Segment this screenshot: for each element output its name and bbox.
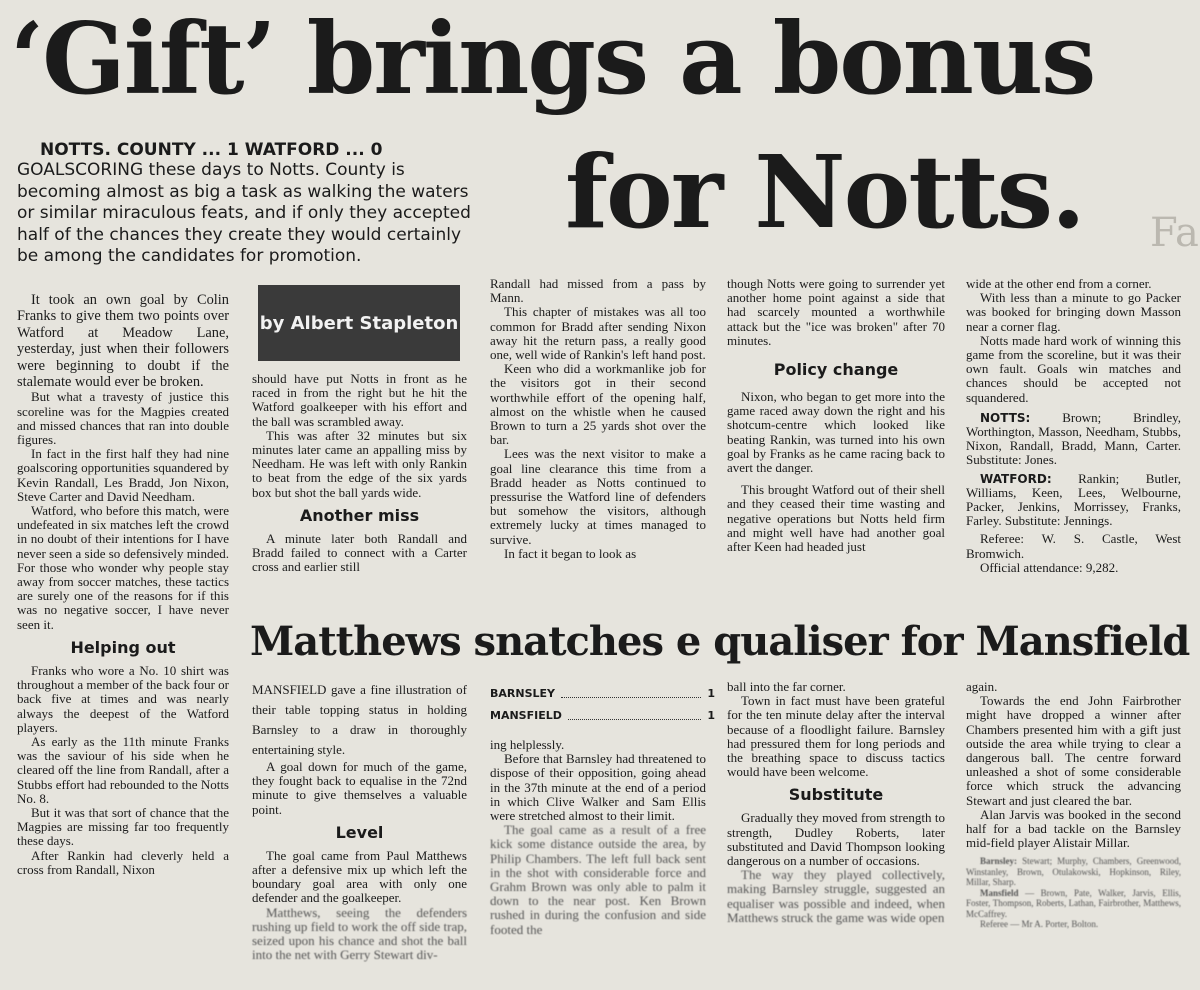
paragraph: ing helplessly. xyxy=(490,737,565,752)
paragraph: This chapter of mistakes was all too common for Bradd after sending Nixon away hit the return pass, a really good one, well wide of Rankin's left hand post. xyxy=(490,304,706,363)
result-row xyxy=(490,704,715,726)
paragraph: This was after 32 minutes but six minutes later came an appalling miss by Needham. He was left with only Rankin to beat from the edge of the six yards box but shot the ball yards wide. xyxy=(252,427,467,500)
paragraph: In fact in the first half they had nine goalscoring opportunities squandered by Kevin Randall, Les Bradd, Jon Nixon, Steve Carter and David Needham. xyxy=(17,446,229,504)
team-label: Barnsley: xyxy=(980,856,1017,867)
team-name: MANSFIELD xyxy=(490,708,562,722)
paragraph: Town in fact must have been grateful for the ten minute delay after the interval because of a floodlight failure. Barnsley had pressured them for long periods and the breathing space to discuss tactics would have been welcome. xyxy=(727,693,945,780)
paragraph: Watford, who before this match, were undefeated in six matches left the crowd in no doubt of their intentions for I have never seen a side so defensively minded. For those who wonder why people stay away from soccer matches, these tactics are surely one of the reasons for if this was no negative soccer, I have never seen it. xyxy=(17,503,229,632)
main-headline: ‘Gift’ brings a bonus xyxy=(10,2,1095,117)
intro-lead: GOALSCORING xyxy=(17,160,144,180)
paragraph: again. xyxy=(966,679,998,694)
paragraph: The goal came from Paul Matthews after a defensive mix up which left the boundary goal area with only one defender and the goalkeeper. xyxy=(252,847,467,906)
paragraph: Alan Jarvis was booked in the second half for a bad tackle on the Barnsley mid-field player Alistair Millar. xyxy=(966,806,1181,851)
paragraph: Lees was the next visitor to make a goal line clearance this time from a Bradd header as Notts continued to pressurise the Watford line of defenders but somehow the visitors, although extremely lucky at times managed to survive. xyxy=(490,446,706,547)
paragraph: Towards the end John Fairbrother might have dropped a winner after Chambers presented him with a gift just outside the area while trying to clear a dangerous ball. The centre forward unleashed a shot of some considerable force which struck the advancing Stewart and just cleared the bar. xyxy=(966,693,1181,808)
article2-column2 xyxy=(490,738,706,937)
team-players: — Brown, Pate, Walker, Jarvis, Ellis, Foster, Thompson, Roberts, Lathan, Fairbrother, Matthews, McCaffrey. xyxy=(966,887,1181,919)
article1-column3 xyxy=(490,277,706,561)
byline-box: by Albert Stapleton xyxy=(258,285,460,361)
paragraph: In fact it began to look as xyxy=(504,545,637,561)
paragraph: This brought Watford out of their shell and they ceased their time wasting and negative operations but Notts held firm and might well have had another goal after Keen had headed just xyxy=(727,482,945,555)
paragraph: As early as the 11th minute Franks was the saviour of his side when he cleared off the line from Randall, after a Stubbs effort had rebounded to the Notts No. 8. xyxy=(17,733,229,806)
leader-dots xyxy=(561,689,701,698)
result-row xyxy=(490,682,715,704)
match-score: NOTTS. COUNTY ... 1 WATFORD ... 0 xyxy=(40,140,383,160)
team-lineup xyxy=(966,472,1181,529)
bleed-through-text: Fa xyxy=(1150,210,1199,256)
paragraph: But what a travesty of justice this scoreline was for the Magpies created and missed chances that ran into double figures. xyxy=(17,389,229,448)
referee: Referee: W. S. Castle, West Bromwich. xyxy=(966,531,1181,561)
paragraph: The way they played collectively, making Barnsley struggle, suggested an equaliser was possible and indeed, when Matthews struck the game was wide open xyxy=(727,867,945,925)
secondary-headline: Matthews snatches e qualiser for Mansfield xyxy=(250,618,1190,665)
article2-column3 xyxy=(727,680,945,925)
paragraph: Matthews, seeing the defenders rushing up field to work the off side trap, seized upon his chance and shot the ball into the net with Gerry Stewart div- xyxy=(252,904,467,963)
subhead-policy-change: Policy change xyxy=(773,360,899,380)
subhead-level: Level xyxy=(335,822,384,842)
subhead-helping-out: Helping out xyxy=(70,637,176,657)
team-lineup xyxy=(966,856,1181,888)
team-players: Stewart; Murphy, Chambers, Greenwood, Winstanley, Brown, Otulakowski, Hopkinson, Riley, Millar, Sharp. xyxy=(966,856,1181,888)
paragraph: Nixon, who began to get more into the game raced away down the right and his shotcum-centre which looked like beating Rankin, was turned into his own goal by Franks as he came racing back to avert the danger. xyxy=(727,389,945,476)
article1-column5 xyxy=(966,277,1181,575)
intro-text: these days to Notts. County is becoming almost as big a task as walking the waters or similar miraculous feats, and if only they accepted half of the chances they create they would certainly be among the candidates for promotion. xyxy=(17,160,471,266)
referee-name: — Mr A. Porter, Bolton. xyxy=(1007,919,1099,930)
paragraph: After Rankin had cleverly held a cross from Randall, Nixon xyxy=(17,847,229,877)
paragraph: ball into the far corner. xyxy=(727,679,846,694)
paragraph: MANSFIELD gave a fine illustration of their table topping status in holding Barnsley to a draw in thoroughly entertaining style. xyxy=(252,682,467,757)
paragraph: With less than a minute to go Packer was booked for bringing down Masson near a corner flag. xyxy=(966,290,1181,334)
paragraph: A goal down for much of the game, they fought back to equalise in the 72nd minute to give themselves a valuable point. xyxy=(252,759,467,817)
intro-paragraph xyxy=(17,160,472,268)
paragraph: Gradually they moved from strength to strength, Dudley Roberts, later substituted and David Thompson looking dangerous on a number of occasions. xyxy=(727,810,945,869)
results-table xyxy=(490,682,715,726)
paragraph: should have put Notts in front as he raced in from the right but he hit the Watford goalkeeper with his effort and the ball was scrambled away. xyxy=(252,371,467,429)
paragraph: Notts made hard work of winning this game from the scoreline, but it was their own fault. Goals win matches and chances should be accepted not squandered. xyxy=(966,332,1181,405)
paragraph: It took an own goal by Colin Franks to give them two points over Watford at Meadow Lane, yesterday, just when their followers were beginning to doubt if the stalemate would ever be broken. xyxy=(17,292,229,391)
team-name: BARNSLEY xyxy=(490,686,555,700)
paragraph: But it was that sort of chance that the Magpies are missing far too frequently these days. xyxy=(17,804,229,849)
team-label: NOTTS: xyxy=(980,410,1031,425)
article2-column4 xyxy=(966,680,1181,930)
team-lineups-small xyxy=(966,856,1181,930)
team-lineup xyxy=(966,888,1181,920)
paragraph: Randall had missed from a pass by Mann. xyxy=(490,276,706,306)
paragraph: though Notts were going to surrender yet another home point against a side that had scarcely mounted a worthwhile attack but the "ice was broken" after 70 minutes. xyxy=(727,276,945,348)
attendance: Official attendance: 9,282. xyxy=(980,559,1119,575)
paragraph: Franks who wore a No. 10 shirt was throughout a member of the back four or back five at times and was nearly always the deepest of the Watford players. xyxy=(17,662,229,735)
paragraph: A minute later both Randall and Bradd failed to connect with a Carter cross and earlier still xyxy=(252,530,467,575)
article1-column2 xyxy=(252,372,467,574)
team-players: Brown; Brindley, Worthington, Masson, Needham, Stubbs, Nixon, Randall, Bradd, Mann, Carter. Substitute: Jones. xyxy=(966,409,1181,468)
referee xyxy=(966,919,1181,930)
referee-label: Referee xyxy=(980,919,1008,930)
team-score: 1 xyxy=(707,686,715,700)
paragraph: Keen who did a workmanlike job for the visitors got in their second worthwhile effort of the opening half, almost on the whistle when he caused Brown to turn a 25 yards shot over the bar. xyxy=(490,361,706,448)
article2-column1 xyxy=(252,680,467,962)
team-lineup xyxy=(966,411,1181,468)
leader-dots xyxy=(568,711,701,720)
article1-column1 xyxy=(17,292,229,877)
paragraph: Before that Barnsley had threatened to dispose of their opposition, going ahead in the 37th minute at the end of a period in which Clive Walker and Sam Ellis were stretched almost to their limit. xyxy=(490,751,706,824)
paragraph: wide at the other end from a corner. xyxy=(966,276,1152,291)
main-headline-line2: for Notts. xyxy=(565,133,1084,251)
team-label: Mansfield xyxy=(980,887,1019,898)
team-players: Rankin; Butler, Williams, Keen, Lees, Welbourne, Packer, Jenkins, Morrissey, Franks, Farley. Substitute: Jennings. xyxy=(966,470,1181,529)
team-label: WATFORD: xyxy=(980,471,1052,486)
paragraph: The goal came as a result of a free kick some distance outside the area, by Philip Chambers. The left full back sent in the shot with considerable force and Grahm Brown was only able to palm it down to the near post. Ken Brown rushed in during the confusion and side footed the xyxy=(490,822,706,937)
article1-column4 xyxy=(727,277,945,554)
team-score: 1 xyxy=(707,708,715,722)
subhead-another-miss: Another miss xyxy=(299,505,420,525)
subhead-substitute: Substitute xyxy=(788,785,884,805)
